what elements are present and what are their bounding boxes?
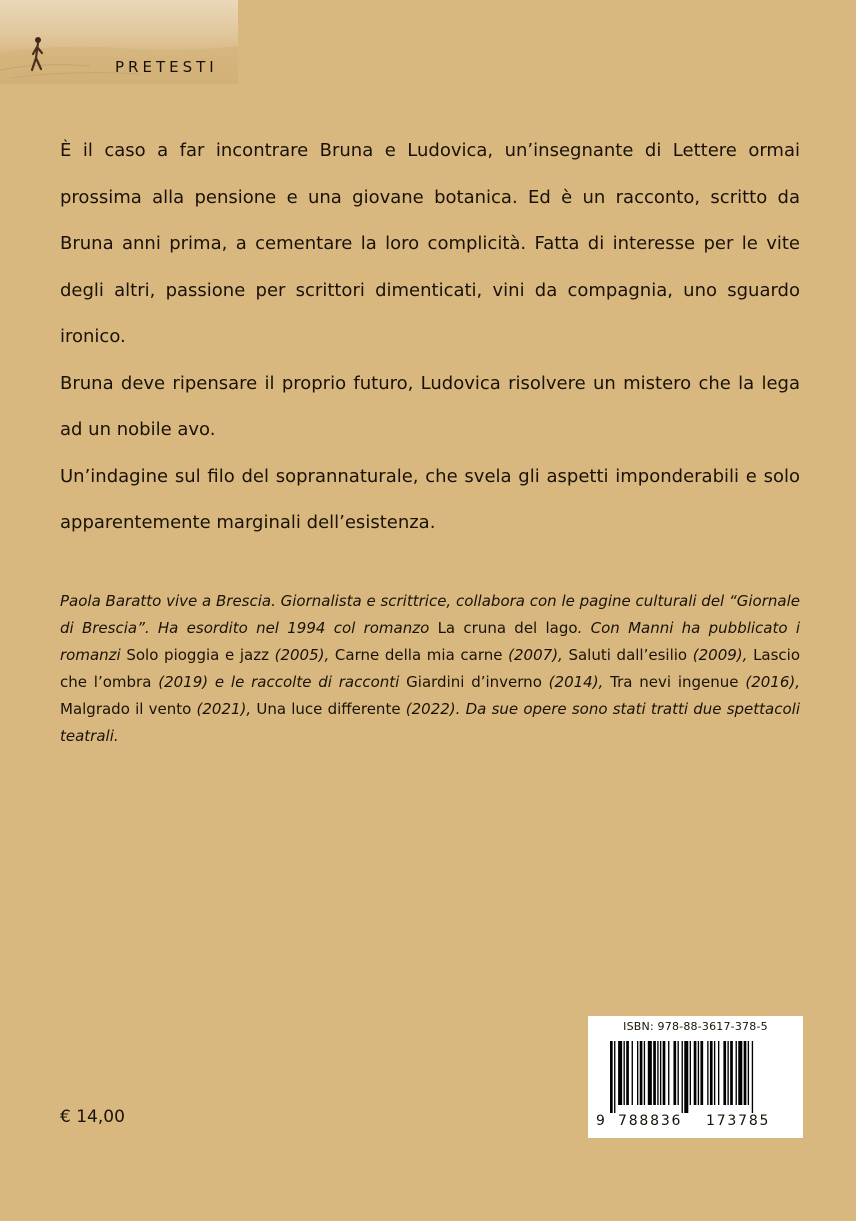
author-bio [60,588,800,750]
blurb-paragraph: È il caso a far incontrare Bruna e Ludovica, un’insegnante di Lettere ormai prossima alla pensione e una giovane botanica. Ed è un racconto, scritto da Bruna anni prima, a cementare la loro complicità. Fatta di interesse per le vite degli altri, passione per scrittori dimenticati, vini da compagnia, uno sguardo ironico. [60,140,800,347]
barcode-digits-left: 788836 [618,1113,683,1129]
book-title: Lascio che l’ombra [60,646,801,691]
book-title: Saluti dall’esilio [568,646,688,664]
blurb-paragraph: Bruna deve ripensare il proprio futuro, Ludovica risolvere un mistero che la lega ad un nobile avo. [60,372,800,440]
price: € 14,00 [60,1107,125,1127]
bio-text: (2016), [738,673,800,691]
bio-text: (2005), [268,646,335,664]
back-cover-blurb [60,128,800,547]
bio-text: (2014), [541,673,611,691]
isbn-barcode [588,1016,803,1138]
bio-text: Paola Baratto vive a Brescia. Giornalista e scrittrice, collabora con le pagine culturali del “Giornale di Brescia”. Ha esordito nel 1994 col romanzo [60,592,800,637]
bio-text: (2019) e le raccolte di racconti [151,673,407,691]
bio-text: (2007), [502,646,569,664]
book-title: Giardini d’inverno [406,673,542,691]
bio-text: (2009), [687,646,754,664]
book-title: La cruna del lago [437,619,578,637]
book-title: Carne della mia carne [334,646,503,664]
bio-text: (2021), [191,700,257,718]
book-title: Una luce differente [256,700,401,718]
isbn-label: ISBN: 978-88-3617-378-5 [623,1020,768,1033]
book-title: Malgrado il vento [60,700,192,718]
blurb-paragraph: Un’indagine sul filo del soprannaturale, che svela gli aspetti imponderabili e solo apparentemente marginali dell’esistenza. [60,465,800,533]
barcode-digit-first: 9 [596,1113,607,1129]
bio-text: . Con Manni ha pubblicato i romanzi [60,619,800,664]
series-name: PRETESTI [115,58,218,76]
book-title: Tra nevi ingenue [610,673,739,691]
barcode-digits-right: 173785 [706,1113,771,1129]
bio-text: (2022). Da sue opere sono stati tratti due spettacoli teatrali. [60,700,800,745]
book-title: Solo pioggia e jazz [126,646,269,664]
barcode-bars [596,1041,795,1113]
